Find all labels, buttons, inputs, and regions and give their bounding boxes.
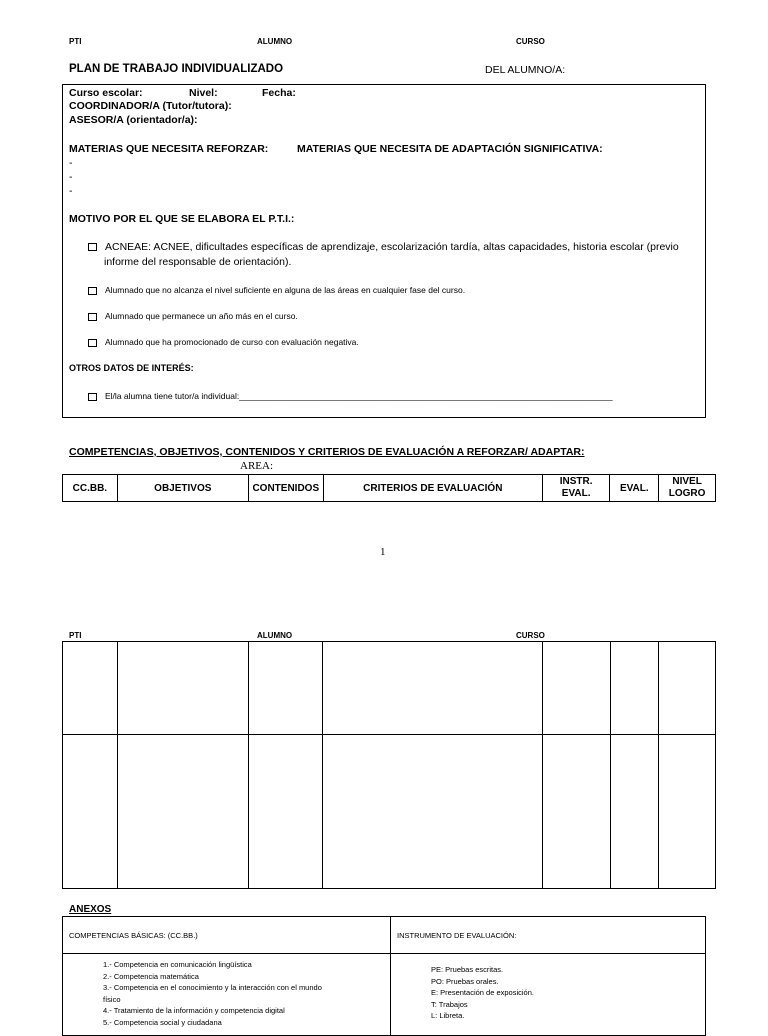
checkbox-icon[interactable] — [88, 393, 97, 401]
col-ccbb: CC.BB. — [63, 475, 118, 502]
reason-acneae-cont: informe del responsable de orientación). — [104, 256, 292, 268]
asesor-label: ASESOR/A (orientador/a): — [69, 114, 198, 126]
grid-cell[interactable] — [117, 642, 248, 735]
col-contenidos: CONTENIDOS — [248, 475, 323, 502]
grid-cell[interactable] — [323, 642, 543, 735]
header-alumno: ALUMNO — [257, 37, 293, 46]
header-pti: PTI — [69, 37, 82, 46]
info-box — [62, 84, 706, 418]
grid-cell[interactable] — [610, 642, 659, 735]
list-item: PE: Pruebas escritas. — [431, 965, 504, 974]
anexos-title: ANEXOS — [69, 904, 112, 915]
grid-cell[interactable] — [63, 642, 118, 735]
header-alumno: ALUMNO — [257, 631, 293, 640]
list-item: 3.- Competencia en el conocimiento y la interacción con el mundo — [103, 983, 322, 992]
checkbox-icon[interactable] — [88, 287, 97, 295]
dash-3: - — [69, 185, 73, 197]
grid-cell[interactable] — [659, 735, 716, 889]
col-instr-eval: INSTR. EVAL. — [542, 475, 610, 502]
fecha-label: Fecha: — [262, 87, 296, 99]
grid-cell[interactable] — [543, 642, 611, 735]
list-item: físico — [103, 994, 121, 1004]
instrumento-header: INSTRUMENTO DE EVALUACIÓN: — [391, 917, 706, 954]
checkbox-icon[interactable] — [88, 339, 97, 347]
dash-1: - — [69, 157, 73, 169]
list-item: E: Presentación de exposición. — [431, 988, 534, 997]
dash-2: - — [69, 171, 73, 183]
reason-nivel: Alumnado que no alcanza el nivel suficiente en alguna de las áreas en cualquier fase del curso. — [88, 285, 465, 295]
list-item: 5.- Competencia social y ciudadana — [103, 1017, 222, 1027]
grid-cell[interactable] — [248, 642, 323, 735]
instr-list — [391, 954, 706, 1036]
competencias-table-header — [62, 474, 716, 502]
header-curso: CURSO — [516, 631, 545, 640]
competencias-grid — [62, 641, 716, 889]
list-item: PO: Pruebas orales. — [431, 976, 499, 986]
header-pti: PTI — [69, 631, 82, 640]
doc-title: PLAN DE TRABAJO INDIVIDUALIZADO — [69, 63, 284, 75]
nivel-label: Nivel: — [189, 87, 218, 99]
curso-escolar-label: Curso escolar: — [69, 87, 143, 99]
list-item: 4.- Tratamiento de la información y competencia digital — [103, 1006, 285, 1015]
grid-cell[interactable] — [323, 735, 543, 889]
materias-reforzar-label: MATERIAS QUE NECESITA REFORZAR: — [69, 143, 269, 155]
checkbox-icon[interactable] — [88, 243, 97, 251]
reason-promocion: Alumnado que ha promocionado de curso con evaluación negativa. — [88, 337, 359, 347]
motivo-label: MOTIVO POR EL QUE SE ELABORA EL P.T.I.: — [69, 213, 295, 225]
page-number: 1 — [380, 546, 386, 558]
checkbox-icon[interactable] — [88, 313, 97, 321]
grid-cell[interactable] — [610, 735, 659, 889]
anexos-table — [62, 916, 706, 1036]
otros-datos-label: OTROS DATOS DE INTERÉS: — [69, 363, 194, 373]
col-objetivos: OBJETIVOS — [117, 475, 248, 502]
list-item: 2.- Competencia matemática — [103, 971, 199, 981]
grid-cell[interactable] — [248, 735, 323, 889]
competencias-title: COMPETENCIAS, OBJETIVOS, CONTENIDOS Y CRITERIOS DE EVALUACIÓN A REFORZAR/ ADAPTAR: — [69, 446, 585, 458]
list-item: T: Trabajos — [431, 999, 468, 1009]
col-eval: EVAL. — [610, 475, 659, 502]
area-label: AREA: — [240, 460, 273, 472]
competencias-basicas-header: COMPETENCIAS BÁSICAS: (CC.BB.) — [63, 917, 391, 954]
col-criterios: CRITERIOS DE EVALUACIÓN — [323, 475, 542, 502]
grid-cell[interactable] — [63, 735, 118, 889]
reason-repite: Alumnado que permanece un año más en el curso. — [88, 311, 298, 321]
del-alumno-label: DEL ALUMNO/A: — [485, 64, 566, 76]
grid-cell[interactable] — [543, 735, 611, 889]
tutor-individual: El/la alumna tiene tutor/a individual:_______________________________________________________________________________ — [88, 391, 613, 401]
cc-list — [63, 954, 391, 1036]
coordinador-label: COORDINADOR/A (Tutor/tutora): — [69, 100, 232, 112]
materias-adaptacion-label: MATERIAS QUE NECESITA DE ADAPTACIÓN SIGNIFICATIVA: — [297, 143, 603, 155]
list-item: 1.- Competencia en comunicación lingüística — [103, 960, 252, 969]
header-curso: CURSO — [516, 37, 545, 46]
col-nivel-logro: NIVEL LOGRO — [659, 475, 716, 502]
grid-cell[interactable] — [117, 735, 248, 889]
reason-acneae: ACNEAE: ACNEE, dificultades específicas de aprendizaje, escolarización tardía, altas capacidades, historia escolar (previo — [88, 241, 679, 253]
list-item: L: Libreta. — [431, 1011, 465, 1020]
grid-cell[interactable] — [659, 642, 716, 735]
